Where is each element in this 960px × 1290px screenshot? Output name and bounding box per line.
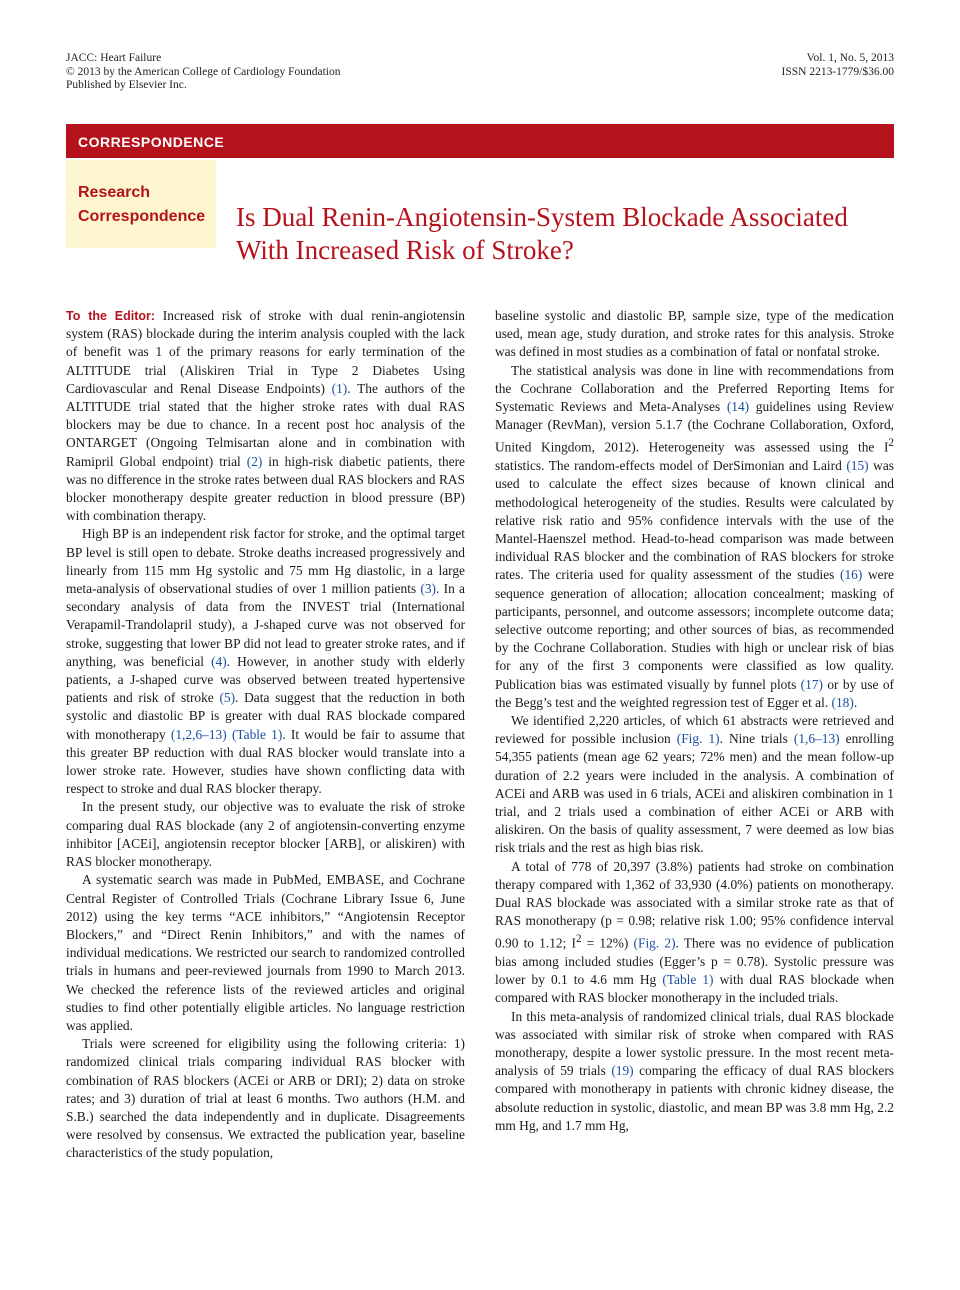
- paragraph: baseline systolic and diastolic BP, sample size, type of the medication used, mean age, study duration, and stroke rates for this analysis. Stroke was defined in most studies as a combination of fatal or nonfatal stroke.: [495, 308, 894, 360]
- issn-line: ISSN 2213-1779/$36.00: [781, 65, 894, 78]
- reference-link[interactable]: (14): [726, 399, 750, 415]
- reference-link[interactable]: (1,6–13): [793, 731, 840, 747]
- journal-info: [66, 52, 340, 93]
- paragraph: We identified 2,220 articles, of which 61 abstracts were retrieved and reviewed for possible inclusion (Fig. 1). Nine trials (1,6–13) enrolling 54,355 patients (mean age 62 years; 72% men) and the mean follow-up duration of 2.2 years were included in the analysis. A combination of ACEi and ARB was used in 6 trials, ACEi and aliskiren combination in 1 trial, and 2 trials used a combination of either ACEi or ARB with aliskiren. On the basis of quality assessment, 7 were deemed as low bias risk trials and the rest as high bias risk.: [495, 712, 894, 856]
- paragraph: High BP is an independent risk factor for stroke, and the optimal target BP level is still open to debate. Stroke deaths increased progressively and linearly from 115 mm Hg systolic and 75 mm Hg diastolic, in a large meta-analysis of observational studies of over 1 million patients (3). In a secondary analysis of data from the INVEST trial (International Verapamil-Trandolapril study), a J-shaped curve was not observed for stroke, suggesting that lower BP did not lead to greater stroke rates, and if anything, was beneficial (4). However, in another study with elderly patients, a J-shaped curve was observed between treated hypertensive patients and risk of stroke (5). Data suggest that the reduction in both systolic and diastolic BP is greater with dual RAS blockade compared with monotherapy (1,2,6–13) (Table 1). It would be fair to assume that this greater BP reduction with dual RAS blocker would translate into a lower stroke rate. However, studies have shown conflicting data with respect to stroke and dual RAS blocker therapy.: [66, 526, 466, 797]
- paragraph: A total of 778 of 20,397 (3.8%) patients had stroke on combination therapy compared with 1,362 of 33,930 (4.0%) patients on monotherapy. Dual RAS blockade was associated with a similar stroke rate as that of RAS monotherapy (p = 0.98; relative risk 1.00; 95% confidence interval 0.90 to 1.12; $I^2 = 12\%$) (Fig. 2). There was no evidence of publication bias among included studies (Egger’s p = 0.78). Systolic pressure was lower by 0.1 to 4.6 mm Hg (Table 1) with dual RAS blockade when compared with RAS blocker monotherapy in the included trials.: [495, 858, 895, 1006]
- reference-link[interactable]: (5): [219, 690, 236, 706]
- figure-link[interactable]: (Fig. 2): [633, 935, 676, 951]
- paragraph: The statistical analysis was done in line with recommendations from the Cochrane Collaboration and the Preferred Reporting Items for Systematic Reviews and Meta-Analyses (14) guidelines using Review Manager (RevMan), version 5.1.7 (the Cochrane Collaboration, Oxford, United Kingdom, 2012). Heterogeneity was assessed using the $I^2$ statistics. The random-effects model of DerSimonian and Laird (15) was used to calculate the effect sizes because of known clinical and methodological heterogeneity of the studies. Results were calculated by relative risk ratio and 95% confidence intervals with the use of the Mantel-Haenszel method. Head-to-head comparison was made between individual RAS blocker and the combination of RAS blockers for stroke rates. The criteria used for quality assessment of the studies (16) were sequence generation of allocation; allocation concealment; masking of participants, personnel, and outcome assessors; incomplete outcome data; selective outcome reporting; and other sources of bias, as recommended by the Cochrane Collaboration. Studies with high or unclear risk of bias for any of the first 3 components were classified as low quality. Publication bias was estimated visually by funnel plots (17) or by use of the Begg’s test and the weighted regression test of Egger et al. (18).: [495, 362, 894, 710]
- paragraph: A systematic search was made in PubMed, EMBASE, and Cochrane Central Register of Controlled Trials (Cochrane Library Issue 6, June 2012) using the key terms “ACE inhibitors,” “Angiotensin Receptor Blockers,” and “Direct Renin Inhibitors,” and with the names of individual medications. We restricted our search to randomized controlled trials in humans and peer-reviewed journals from 1990 to March 2013. We checked the reference lists of the reviewed articles and original studies to find other potentially eligible articles. No language restriction was applied.: [66, 872, 465, 1033]
- reference-link[interactable]: (15): [846, 458, 869, 474]
- right-column: [495, 307, 894, 1135]
- reference-link[interactable]: (4): [211, 653, 227, 669]
- copyright-line: © 2013 by the American College of Cardiology Foundation: [66, 65, 341, 78]
- publisher-line: Published by Elsevier Inc.: [66, 79, 187, 91]
- paragraph: Trials were screened for eligibility using the following criteria: 1) randomized clinical trials comparing individual RAS blocker with combination of RAS blockers (ACEi or ARB or DRI); 2) data on stroke rates; and 3) duration of trial at least 6 months. Two authors (H.M. and S.B.) searched the data independently and in duplicate. Disagreements were resolved by consensus. We extracted the publication year, baseline characteristics of the study population,: [66, 1036, 465, 1161]
- figure-link[interactable]: (Fig. 1): [676, 731, 720, 747]
- left-column: [66, 307, 465, 1163]
- paragraph: To the Editor: Increased risk of stroke with dual renin-angiotensin system (RAS) blockade during the interim analysis coupled with the lack of benefit was 1 of the primary reasons for early termination of the ALTITUDE trial (Aliskiren Trial in Type 2 Diabetes Using Cardiovascular and Renal Disease Endpoints) (1). The authors of the ALTITUDE trial stated that the higher stroke rates with dual RAS blockers may be due to chance. In a recent post hoc analysis of the ONTARGET (Ongoing Telmisartan alone and in combination with Ramipril Global endpoint) trial (2) in high-risk diabetic patients, there was no difference in the stroke rates between dual RAS blockers and RAS blocker monotherapy despite greater reduction in blood pressure (BP) with combination therapy.: [66, 308, 466, 524]
- reference-link[interactable]: (18): [831, 694, 854, 710]
- volume-line: Vol. 1, No. 5, 2013: [806, 52, 894, 64]
- reference-link[interactable]: (17): [800, 676, 823, 692]
- reference-link[interactable]: (19): [611, 1063, 634, 1079]
- journal-name: JACC: Heart Failure: [66, 52, 162, 64]
- paragraph: In the present study, our objective was to evaluate the risk of stroke comparing dual RAS blockade (any 2 of angiotensin-converting enzyme inhibitor [ACEi], angiotensin receptor blocker [ARB], or aliskiren) with RAS blocker monotherapy.: [66, 799, 465, 870]
- reference-link[interactable]: (3): [420, 581, 437, 597]
- reference-link[interactable]: (1): [331, 380, 348, 396]
- table-link[interactable]: (Table 1): [231, 726, 283, 742]
- section-label: CORRESPONDENCE: [78, 134, 225, 150]
- to-editor-label: To the Editor:: [66, 309, 156, 323]
- section-banner: [66, 124, 894, 158]
- category-box: [66, 160, 216, 248]
- article-title: Is Dual Renin-Angiotensin-System Blockade Associated With Increased Risk of Stroke?: [236, 202, 848, 265]
- reference-link[interactable]: (1,2,6–13): [170, 726, 227, 742]
- volume-info: [782, 52, 894, 79]
- table-link[interactable]: (Table 1): [662, 972, 714, 988]
- reference-link[interactable]: (16): [840, 567, 863, 583]
- category-line-2: Correspondence: [78, 208, 206, 225]
- category-line-1: Research: [78, 184, 151, 201]
- reference-link[interactable]: (2): [246, 453, 263, 469]
- paragraph: In this meta-analysis of randomized clinical trials, dual RAS blockade was associated with similar risk of stroke when compared with RAS monotherapy, despite a lower systolic pressure. In the most recent meta-analysis of 59 trials (19) comparing the efficacy of dual RAS blockers compared with monotherapy in patients with chronic kidney disease, the absolute reduction in systolic, diastolic, and mean BP was 3.8 mm Hg, 2.2 mm Hg, and 1.7 mm Hg,: [495, 1008, 894, 1133]
